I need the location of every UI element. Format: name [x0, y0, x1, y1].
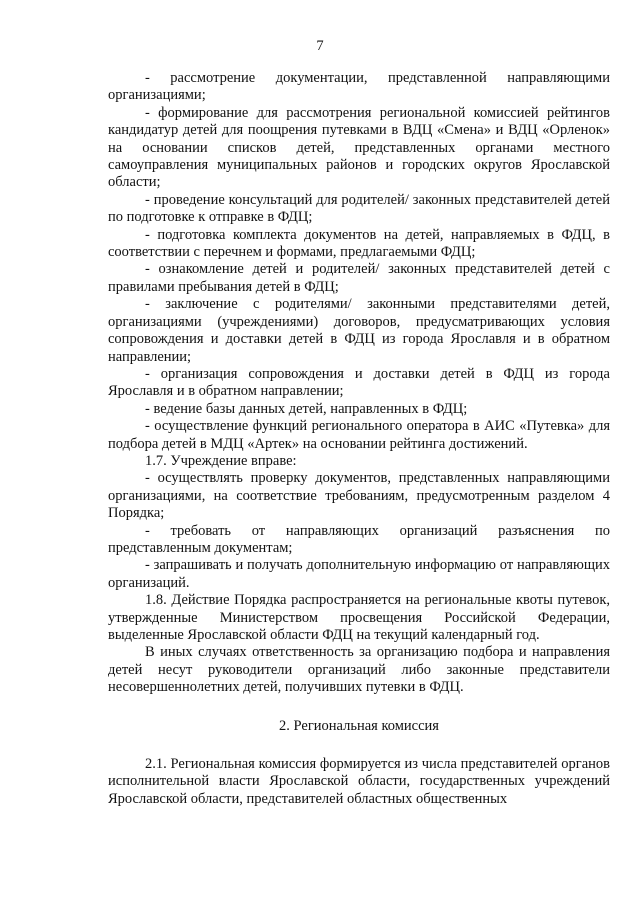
- list-item-request-information: - запрашивать и получать дополнительную информацию от направляющих организаций.: [108, 557, 610, 591]
- document-body: [108, 70, 610, 808]
- clause-1-8: 1.8. Действие Порядка распространяется на региональные квоты путевок, утвержденные Министерством просвещения Российской Федерации, выделенные Ярославской области ФДЦ на текущий календарный год.: [108, 592, 610, 643]
- list-item-contracts: - заключение с родителями/ законными представителями детей, организациями (учреждениями) договоров, предусматривающих условия сопровождения и доставки детей в ФДЦ из города Ярославля и в обратном направлении;: [108, 296, 610, 365]
- list-item-request-clarification: - требовать от направляющих организаций разъяснения по представленным документам;: [108, 522, 610, 556]
- list-item-consultations: - проведение консультаций для родителей/ законных представителей детей по подготовке к отправке в ФДЦ;: [108, 191, 610, 226]
- list-item-document-package: - подготовка комплекта документов на детей, направляемых в ФДЦ, в соответствии с перечнем и формами, предлагаемыми ФДЦ;: [108, 226, 610, 261]
- section-heading: 2. Региональная комиссия: [279, 717, 439, 734]
- clause-2-1: 2.1. Региональная комиссия формируется из числа представителей органов исполнительной власти Ярославской области, государственных учреждений Ярославской области, представителей областных общественных: [108, 756, 610, 807]
- list-item-review-documents: - рассмотрение документации, представленной направляющими организациями;: [108, 70, 610, 104]
- list-item-rating-formation: - формирование для рассмотрения региональной комиссией рейтингов кандидатур детей для поощрения путевками в ВДЦ «Смена» и ВДЦ «Орленок» на основании списков детей, представленных органами местного самоуправления муниципальных районов и городских округов Ярославской области;: [108, 104, 610, 191]
- clause-1-7-title: 1.7. Учреждение вправе:: [145, 452, 297, 469]
- list-item-rules-familiarization: - ознакомление детей и родителей/ законных представителей детей с правилами пребывания детей в ФДЦ;: [108, 261, 610, 295]
- other-cases-paragraph: В иных случаях ответственность за организацию подбора и направления детей несут руководители организаций либо законные представители несовершеннолетних детей, получивших путевки в ФДЦ.: [108, 644, 610, 696]
- page-number: 7: [316, 38, 324, 54]
- list-item-regional-operator: - осуществление функций регионального оператора в АИС «Путевка» для подбора детей в МДЦ «Артек» на основании рейтинга достижений.: [108, 418, 610, 452]
- list-item-database: - ведение базы данных детей, направленных в ФДЦ;: [145, 400, 468, 417]
- list-item-escort-delivery: - организация сопровождения и доставки детей в ФДЦ из города Ярославля и в обратном направлении;: [108, 365, 610, 400]
- list-item-check-documents: - осуществлять проверку документов, представленных направляющими организациями, на соответствие требованиям, предусмотренным разделом 4 Порядка;: [108, 470, 610, 522]
